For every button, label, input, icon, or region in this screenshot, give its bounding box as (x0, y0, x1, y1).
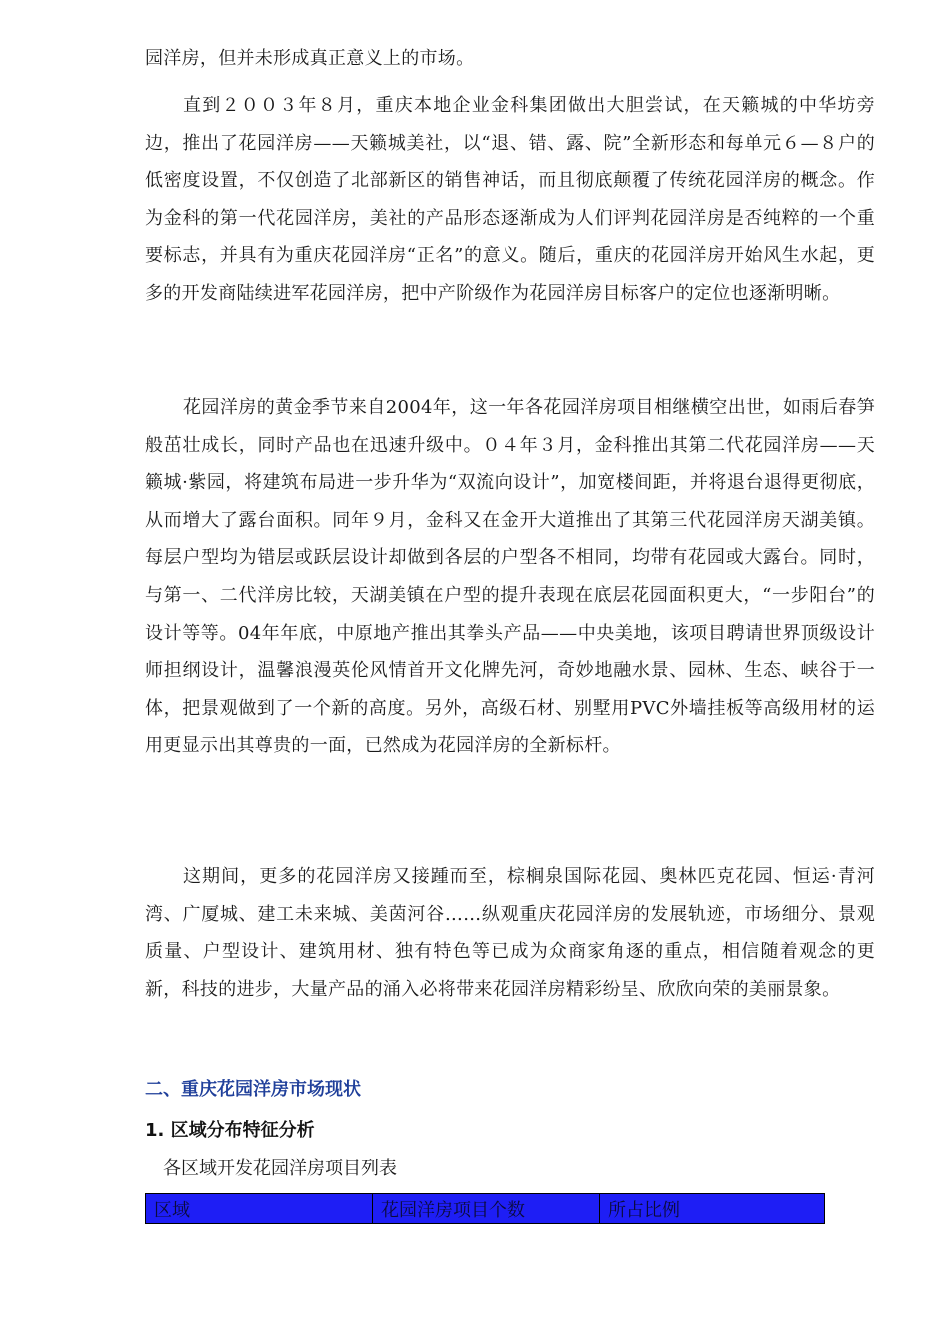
table-header-region (146, 1194, 373, 1224)
region-projects-table (145, 1193, 825, 1224)
table-header-project-count-label: 花园洋房项目个数 (381, 1199, 525, 1221)
paragraph-development-trend: 这期间，更多的花园洋房又接踵而至，棕榈泉国际花园、奥林匹克花园、恒运·青河湾、广厦城、建工未来城、美茵河谷……纵观重庆花园洋房的发展轨迹，市场细分、景观质量、户型设计、建筑用材、独有特色等已成为众商家角逐的重点，相信随着观念的更新，科技的进步，大量产品的涌入必将带来花园洋房精彩纷呈、欣欣向荣的美丽景象。 (145, 866, 875, 1000)
table-caption: 各区域开发花园洋房项目列表 (163, 1158, 397, 1179)
table-header-ratio-label: 所占比例 (608, 1199, 680, 1221)
section-heading: 二、重庆花园洋房市场现状 (145, 1079, 361, 1100)
paragraph-golden-season: 花园洋房的黄金季节来自2004年，这一年各花园洋房项目相继横空出世，如雨后春笋般茁壮成长，同时产品也在迅速升级中。０４年３月，金科推出其第二代花园洋房——天籁城·紫园，将建筑布局进一步升华为“双流向设计”，加宽楼间距，并将退台退得更彻底，从而增大了露台面积。同年９月，金科又在金开大道推出了其第三代花园洋房天湖美镇。每层户型均为错层或跃层设计却做到各层的户型各不相同，均带有花园或大露台。同时，与第一、二代洋房比较，天湖美镇在户型的提升表现在底层花园面积更大，“一步阳台”的设计等等。04年年底，中原地产推出其拳头产品——中央美地，该项目聘请世界顶级设计师担纲设计，温馨浪漫英伦风情首开文化牌先河，奇妙地融水景、园林、生态、峡谷于一体，把景观做到了一个新的高度。另外，高级石材、别墅用PVC外墙挂板等高级用材的运用更显示出其尊贵的一面，已然成为花园洋房的全新标杆。 (145, 397, 875, 757)
subsection-heading: 1. 区域分布特征分析 (145, 1120, 315, 1141)
paragraph-intro-tail: 园洋房，但并未形成真正意义上的市场。 (145, 48, 475, 69)
table-header-ratio (600, 1194, 825, 1224)
table-header-region-label: 区域 (154, 1199, 190, 1221)
paragraph-jinke-meishe: 直到２００３年８月，重庆本地企业金科集团做出大胆尝试，在天籁城的中华坊旁边，推出了花园洋房——天籁城美社，以“退、错、露、院”全新形态和每单元６—８户的低密度设置，不仅创造了北部新区的销售神话，而且彻底颠覆了传统花园洋房的概念。作为金科的第一代花园洋房，美社的产品形态逐渐成为人们评判花园洋房是否纯粹的一个重要标志，并具有为重庆花园洋房“正名”的意义。随后，重庆的花园洋房开始风生水起，更多的开发商陆续进军花园洋房，把中产阶级作为花园洋房目标客户的定位也逐渐明晰。 (145, 95, 875, 304)
table-header-row (146, 1194, 825, 1224)
table-header-project-count (373, 1194, 600, 1224)
